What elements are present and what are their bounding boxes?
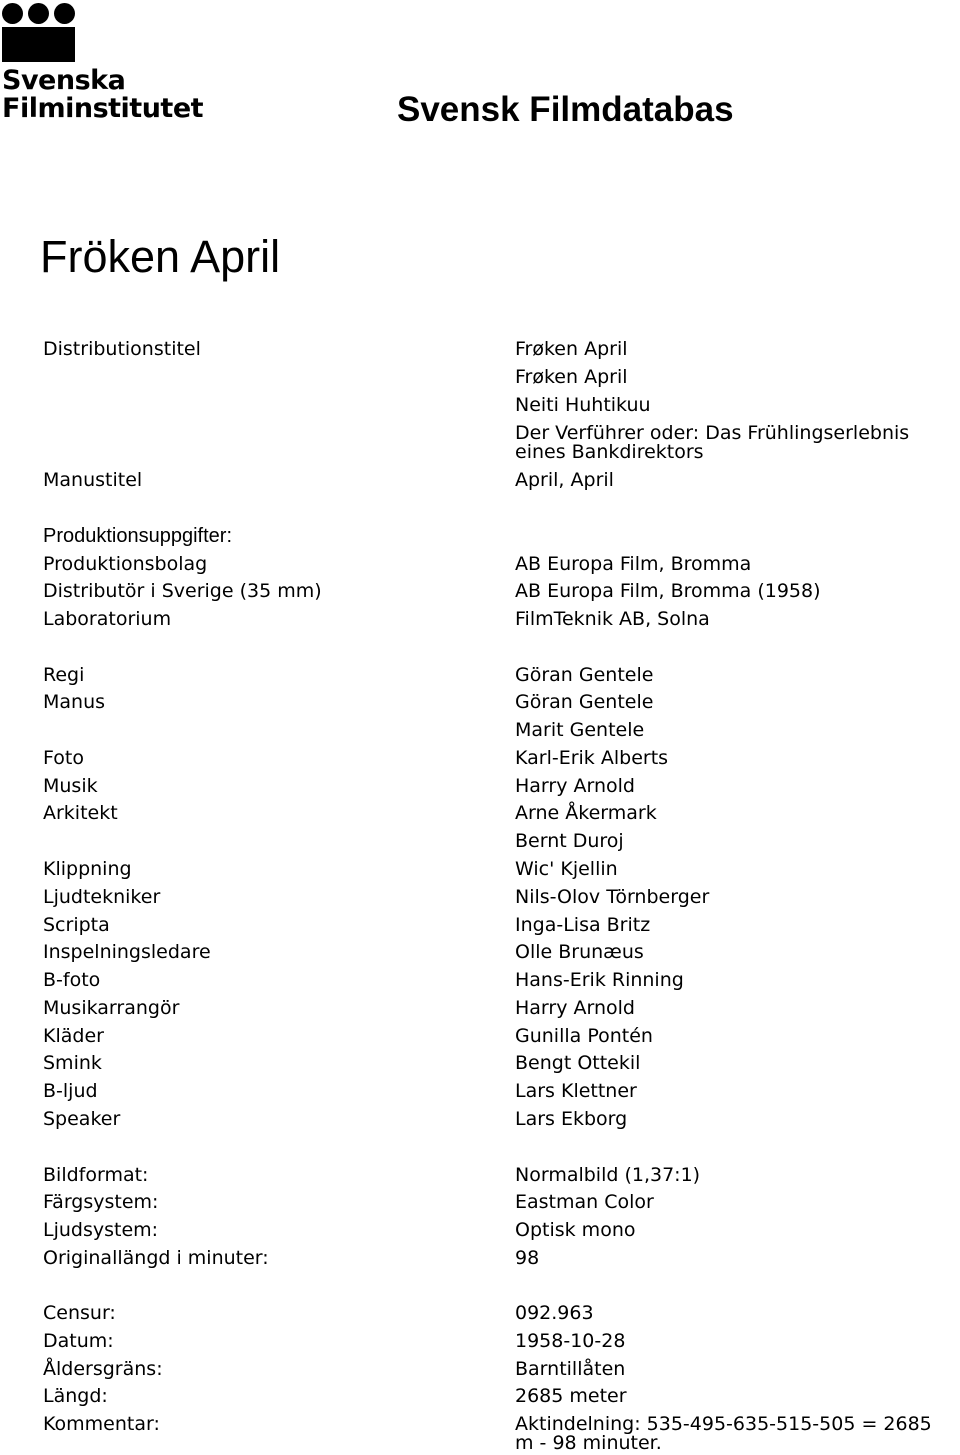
technical-value: Normalbild (1,37:1) (515, 1164, 701, 1186)
manuscript-title-value: April, April (515, 469, 614, 491)
crew-name: Karl-Erik Alberts (515, 747, 669, 769)
crew-role-label: Regi (43, 664, 85, 686)
logo-line-1: Svenska (2, 65, 126, 96)
censorship-label: Åldersgräns: (43, 1358, 163, 1380)
logo-dot (2, 3, 23, 24)
crew-name: Wic' Kjellin (515, 858, 618, 880)
crew-name: Bengt Ottekil (515, 1052, 641, 1074)
technical-label: Ljudsystem: (43, 1219, 159, 1241)
distribution-title-label: Distributionstitel (43, 338, 201, 360)
logo-dot (28, 3, 49, 24)
crew-name: Gunilla Pontén (515, 1025, 653, 1047)
crew-role-label: Manus (43, 691, 106, 713)
censorship-label: Längd: (43, 1385, 108, 1407)
distribution-title-value: Neiti Huhtikuu (515, 394, 651, 416)
crew-name: Olle Brunæus (515, 941, 644, 963)
distribution-title-value: Der Verführer oder: Das Frühlingserlebnis (515, 422, 910, 444)
production-label: Produktionsbolag (43, 553, 208, 575)
crew-role-label: Ljudtekniker (43, 886, 161, 908)
crew-name: Inga-Lisa Britz (515, 914, 651, 936)
production-value: FilmTeknik AB, Solna (515, 608, 710, 630)
crew-name: Lars Ekborg (515, 1108, 628, 1130)
crew-role-label: Speaker (43, 1108, 121, 1130)
production-value: AB Europa Film, Bromma (515, 553, 752, 575)
censorship-value-continued: m - 98 minuter. (515, 1432, 662, 1454)
censorship-label: Censur: (43, 1302, 116, 1324)
technical-label: Färgsystem: (43, 1191, 159, 1213)
film-title: Fröken April (40, 231, 281, 282)
production-label: Distributör i Sverige (35 mm) (43, 580, 322, 602)
crew-name: Bernt Duroj (515, 830, 624, 852)
technical-value: Eastman Color (515, 1191, 654, 1213)
distribution-title-value: Frøken April (515, 366, 628, 388)
crew-name: Harry Arnold (515, 997, 635, 1019)
censorship-label: Kommentar: (43, 1413, 160, 1435)
production-heading: Produktionsuppgifter: (43, 525, 233, 547)
crew-name: Nils-Olov Törnberger (515, 886, 710, 908)
crew-name: Arne Åkermark (515, 802, 657, 824)
distribution-title-value: Frøken April (515, 338, 628, 360)
production-value: AB Europa Film, Bromma (1958) (515, 580, 821, 602)
censorship-label: Datum: (43, 1330, 114, 1352)
technical-value: 98 (515, 1247, 540, 1269)
censorship-value: 092.963 (515, 1302, 594, 1324)
crew-role-label: Musik (43, 775, 98, 797)
censorship-value: 1958-10-28 (515, 1330, 626, 1352)
logo-block (2, 27, 75, 62)
crew-role-label: Inspelningsledare (43, 941, 211, 963)
censorship-value: Barntillåten (515, 1358, 626, 1380)
censorship-value: Aktindelning: 535-495-635-515-505 = 2685 (515, 1413, 932, 1435)
technical-label: Bildformat: (43, 1164, 149, 1186)
logo-dots (2, 3, 203, 24)
crew-role-label: B-foto (43, 969, 101, 991)
logo-line-2: Filminstitutet (2, 93, 204, 124)
crew-name: Göran Gentele (515, 664, 654, 686)
crew-role-label: Arkitekt (43, 802, 118, 824)
manuscript-title-label: Manustitel (43, 469, 143, 491)
distribution-title-value: eines Bankdirektors (515, 441, 704, 463)
technical-value: Optisk mono (515, 1219, 636, 1241)
crew-role-label: Foto (43, 747, 84, 769)
production-label: Laboratorium (43, 608, 172, 630)
site-title: Svensk Filmdatabas (397, 90, 734, 129)
crew-role-label: B-ljud (43, 1080, 98, 1102)
svenska-filminstitutet-logo (2, 3, 203, 123)
censorship-value: 2685 meter (515, 1385, 627, 1407)
crew-role-label: Scripta (43, 914, 110, 936)
crew-name: Göran Gentele (515, 691, 654, 713)
crew-role-label: Kläder (43, 1025, 104, 1047)
logo-dot (54, 3, 75, 24)
technical-label: Originallängd i minuter: (43, 1247, 269, 1269)
crew-role-label: Smink (43, 1052, 102, 1074)
crew-name: Hans-Erik Rinning (515, 969, 684, 991)
crew-name: Lars Klettner (515, 1080, 637, 1102)
crew-name: Marit Gentele (515, 719, 645, 741)
crew-name: Harry Arnold (515, 775, 635, 797)
crew-role-label: Klippning (43, 858, 132, 880)
crew-role-label: Musikarrangör (43, 997, 180, 1019)
